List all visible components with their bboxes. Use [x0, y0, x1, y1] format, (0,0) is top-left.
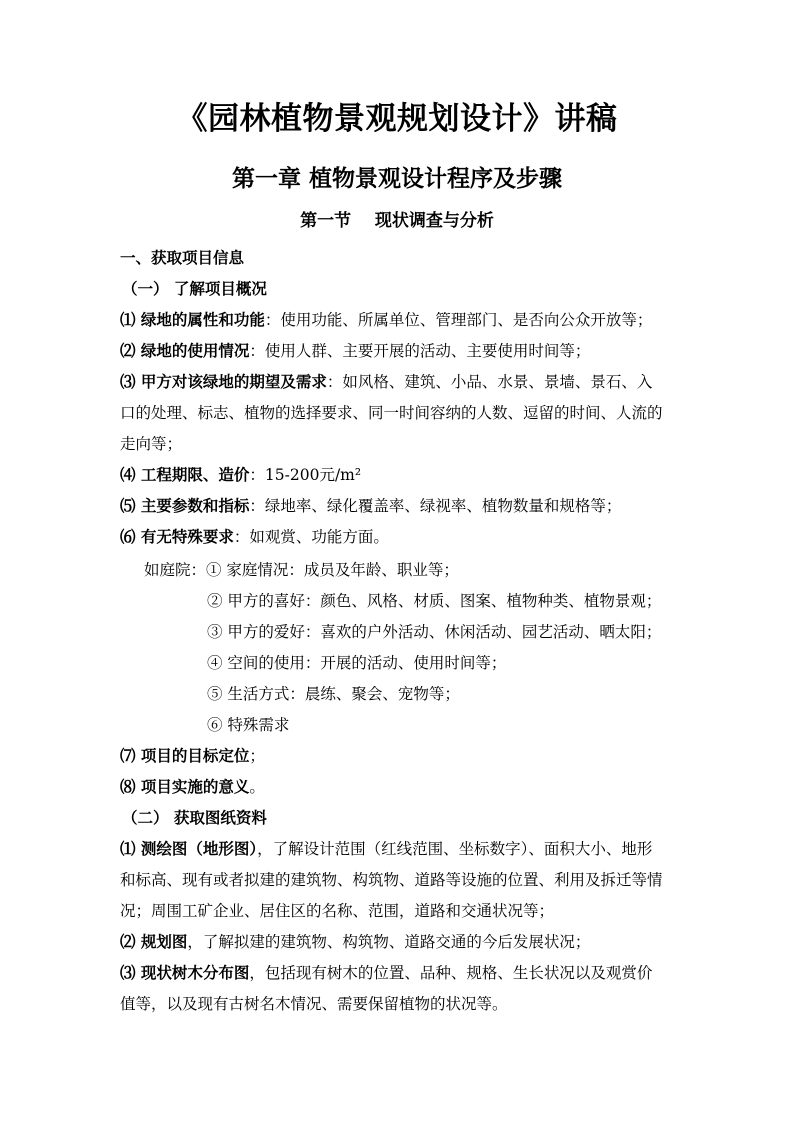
- courtyard-item: ⑤ 生活方式：晨练、聚会、宠物等；: [207, 685, 460, 703]
- list-item: [120, 930, 680, 954]
- courtyard-item: ⑥ 特殊需求: [207, 716, 290, 734]
- item-text: ，了解设计范围（红线范围、坐标数字）、面积大小、地形: [257, 840, 653, 858]
- list-item: [120, 370, 680, 394]
- list-item: [120, 775, 680, 799]
- heading-get-project-info: 一、获取项目信息: [120, 248, 245, 267]
- chapter-heading: 第一章 植物景观设计程序及步骤: [231, 165, 562, 192]
- item-text: ，包括现有树木的位置、品种、规格、生长状况以及观赏价: [249, 964, 653, 982]
- item-text: ：使用人群、主要开展的活动、主要使用时间等；: [249, 342, 591, 360]
- list-item: [120, 494, 680, 518]
- courtyard-item: ④ 空间的使用：开展的活动、使用时间等；: [207, 654, 507, 672]
- item-text: ，了解拟建的建筑物、构筑物、道路交通的今后发展状况；: [187, 933, 591, 951]
- item-label: ⑷ 工程期限、造价: [120, 465, 250, 484]
- item-label: ⑶ 现状树木分布图: [120, 963, 250, 982]
- item-label: ⑵ 规划图: [120, 932, 188, 951]
- list-item: [120, 744, 680, 768]
- subheading-drawings: （二） 获取图纸资料: [122, 808, 267, 827]
- item-text: ：使用功能、所属单位、管理部门、是否向公众开放等；: [264, 311, 653, 329]
- paragraph-continuation: 口的处理、标志、植物的选择要求、同一时间容纳的人数、逗留的时间、人流的: [120, 404, 663, 422]
- list-item: [120, 308, 680, 332]
- list-item: [120, 339, 680, 363]
- item-label: ⑴ 绿地的属性和功能: [120, 310, 265, 329]
- courtyard-item: 如庭院：① 家庭情况：成员及年龄、职业等；: [144, 561, 459, 579]
- item-label: ⑴ 测绘图（地形图）: [120, 839, 258, 858]
- courtyard-item: ② 甲方的喜好：颜色、风格、材质、图案、植物种类、植物景观；: [207, 592, 662, 610]
- subheading-project-overview: （一） 了解项目概况: [122, 279, 267, 298]
- item-text: ：15-200元/m²: [249, 466, 362, 484]
- item-label: ⑺ 项目的目标定位: [120, 746, 250, 765]
- item-text: ：绿地率、绿化覆盖率、绿视率、植物数量和规格等；: [249, 497, 622, 515]
- list-item: [120, 837, 680, 861]
- item-label: ⑵ 绿地的使用情况: [120, 341, 250, 360]
- item-label: ⑶ 甲方对该绿地的期望及需求: [120, 372, 327, 391]
- courtyard-item: ③ 甲方的爱好：喜欢的户外活动、休闲活动、园艺活动、晒太阳；: [207, 623, 662, 641]
- item-label: ⑸ 主要参数和指标: [120, 496, 250, 515]
- paragraph-continuation: 值等，以及现有古树名木情况、需要保留植物的状况等。: [120, 995, 508, 1013]
- item-text: 。: [249, 778, 265, 796]
- item-label: ⑻ 项目实施的意义: [120, 777, 250, 796]
- list-item: [120, 525, 680, 549]
- item-text: ：如风格、建筑、小品、水景、景墙、景石、入: [326, 373, 653, 391]
- paragraph-continuation: 和标高、现有或者拟建的建筑物、构筑物、道路等设施的位置、利用及拆迁等情: [120, 871, 663, 889]
- paragraph-continuation: 况；周围工矿企业、居住区的名称、范围，道路和交通状况等；: [120, 902, 555, 920]
- section-heading: 第一节 现状调查与分析: [300, 211, 494, 231]
- list-item: [120, 961, 680, 985]
- item-label: ⑹ 有无特殊要求: [120, 527, 234, 546]
- item-text: ：如观赏、功能方面。: [233, 528, 389, 546]
- list-item: [120, 463, 680, 487]
- document-title: 《园林植物景观规划设计》讲稿: [176, 101, 618, 137]
- paragraph-continuation: 走向等；: [120, 435, 183, 453]
- item-text: ；: [249, 747, 265, 765]
